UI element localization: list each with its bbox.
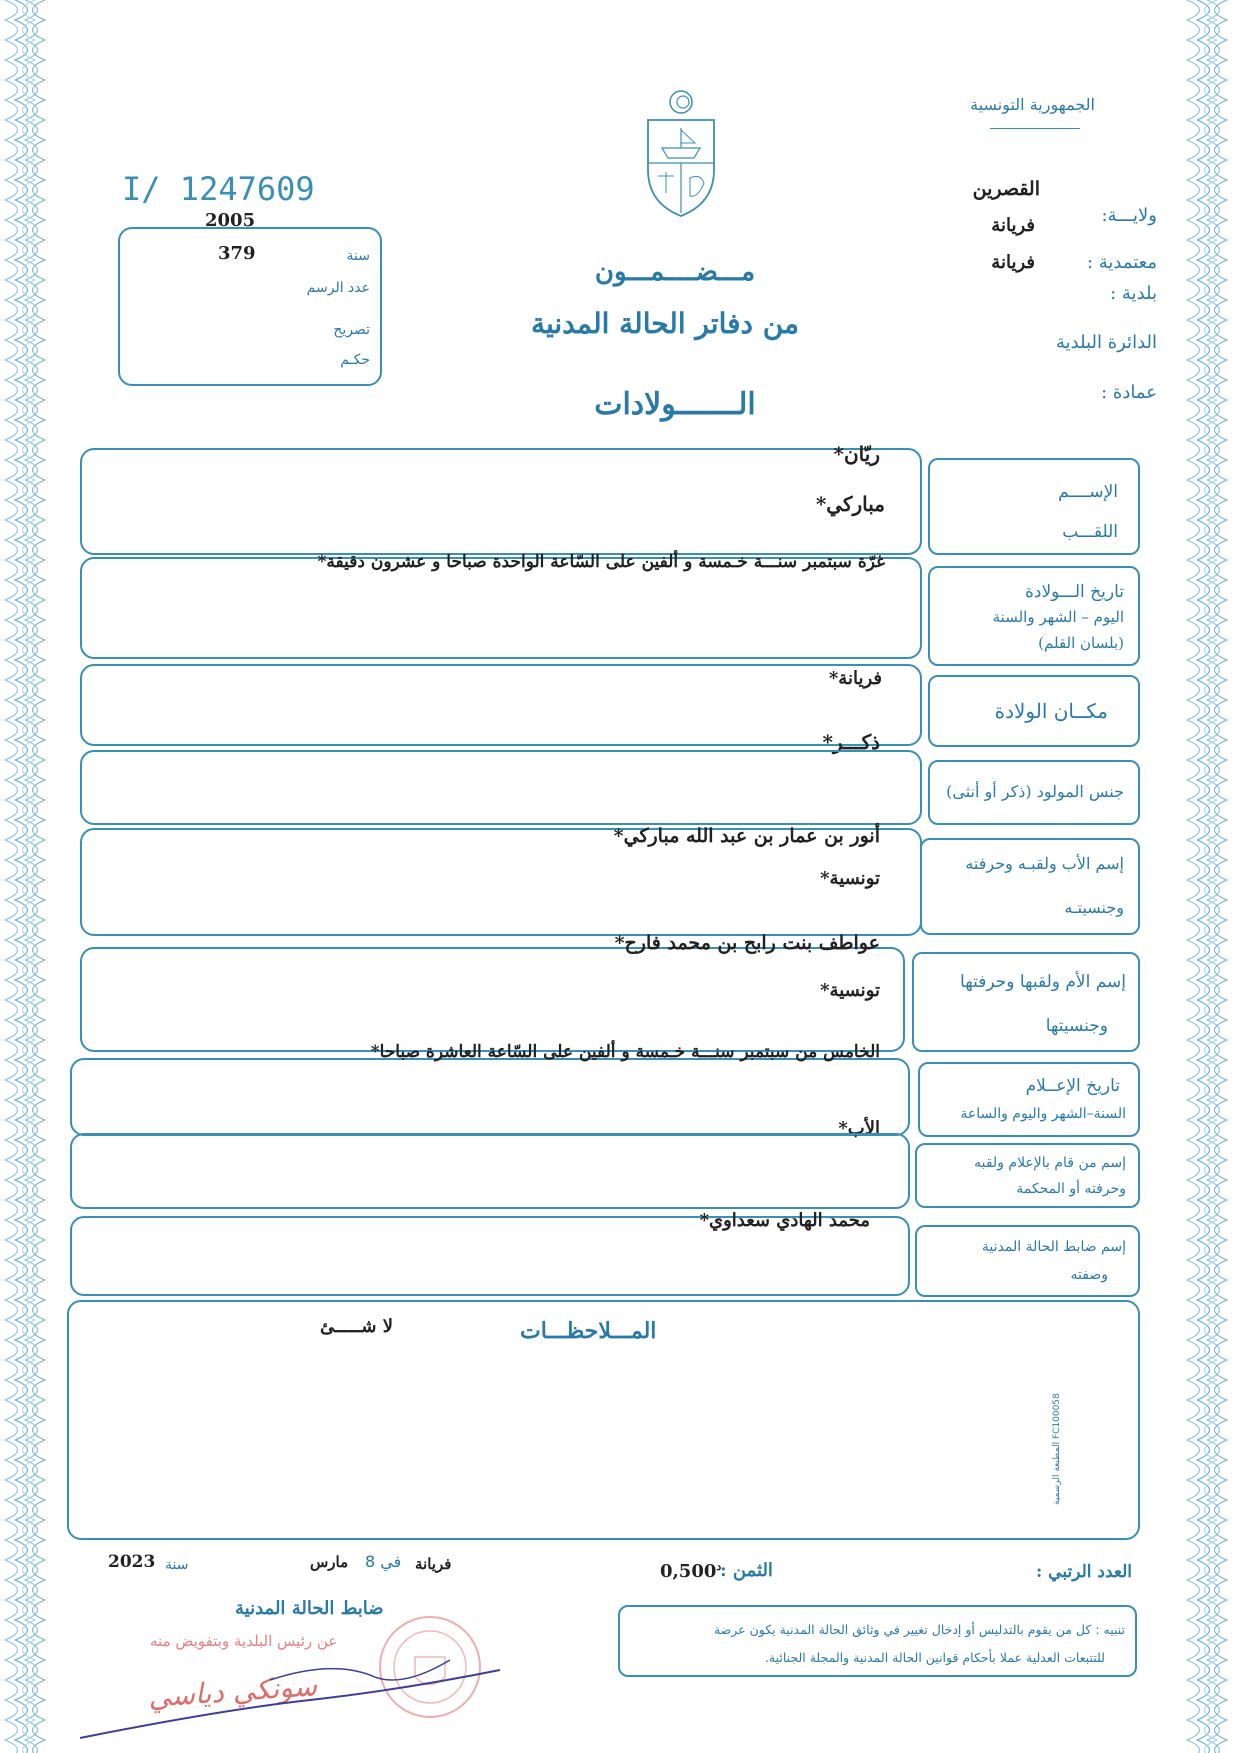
declarant-label-1: إسم من قام بالإعلام ولقبه <box>974 1155 1126 1171</box>
judgment-label: حكـم <box>340 352 370 368</box>
warning-line-2: للتتبعات العدلية عملا بأحكام قوانين الحالة المدنية والمجلة الجنائية. <box>764 1650 1105 1665</box>
officer-label-box <box>915 1225 1140 1297</box>
dob-label-box <box>928 566 1140 666</box>
officer-title: ضابط الحالة المدنية <box>235 1598 384 1619</box>
dob-value: غرّة سبتمبر سنـــة خـمسة و ألفين على السّاعة الواحدة صباحا و عشرون دقيقة* <box>317 552 885 572</box>
mother-label-box <box>912 952 1140 1052</box>
signature-stroke-icon <box>70 1640 510 1750</box>
decl-date-label-2: السنة–الشهر واليوم والساعة <box>960 1106 1126 1122</box>
name-label-box <box>928 458 1140 555</box>
wilaya-label: ولايـــة: <box>1101 205 1157 226</box>
dob-label-1: تاريخ الـــولادة <box>1024 582 1124 602</box>
warning-box <box>618 1605 1137 1677</box>
mother-nationality: تونسية* <box>820 980 880 1001</box>
serial-prefix: I/ <box>122 170 161 208</box>
declarant-value-box <box>70 1133 910 1209</box>
title-line-2: من دفاتر الحالة المدنية <box>530 307 800 340</box>
coat-of-arms-icon <box>640 88 722 218</box>
father-value: أنور بن عمار بن عبد الله مباركي* <box>613 825 880 847</box>
decl-date-value-box <box>70 1058 910 1136</box>
footer-serial-label: العدد الرتبي : <box>1035 1562 1132 1582</box>
pob-label-box <box>928 675 1140 747</box>
remarks-value: لا شـــــئ <box>320 1316 393 1337</box>
footer-place: فريانة <box>415 1555 452 1573</box>
serial-digits: 1247609 <box>179 170 315 208</box>
pob-label: مكــان الولادة <box>994 699 1108 723</box>
title-line-1: مـــضــــمـــون <box>594 257 756 287</box>
mutamadiya-label: معتمدية : <box>1086 252 1157 273</box>
footer-day: في 8 <box>365 1552 402 1571</box>
surname-label: اللقـــب <box>1062 522 1118 542</box>
footer-year-value: 2023 <box>108 1552 156 1572</box>
name-value-box <box>80 448 922 555</box>
right-guilloche-border <box>1182 0 1240 1753</box>
sex-label-box <box>928 760 1140 825</box>
price-unit: د <box>716 1560 722 1573</box>
dob-value-box <box>80 557 922 659</box>
republic-header: الجمهورية التونسية <box>970 95 1095 114</box>
register-number-label: عدد الرسم <box>306 280 370 296</box>
mother-value: عواطف بنت رابح بن محمد فارح* <box>614 932 880 954</box>
mother-label-2: وجنسيتها <box>1045 1016 1108 1036</box>
officer-label-1: إسم ضابط الحالة المدنية <box>981 1239 1126 1255</box>
serial-number <box>122 170 315 208</box>
officer-label-2: وصفته <box>1070 1267 1108 1283</box>
pob-value-box <box>80 664 922 746</box>
father-nationality: تونسية* <box>820 868 880 889</box>
remarks-label: المـــلاحظـــات <box>520 1318 657 1344</box>
republic-underline <box>990 128 1080 129</box>
sex-value: ذكـــر* <box>822 730 880 754</box>
decl-date-label-box <box>918 1062 1140 1137</box>
mother-label-1: إسم الأم ولقبها وحرفتها <box>960 972 1126 992</box>
mutamadiya-value: فريانة <box>991 252 1035 273</box>
declarant-label-2: وحرفته أو المحكمة <box>1016 1181 1126 1197</box>
mother-value-box <box>80 947 905 1052</box>
surname-value: مباركي* <box>815 492 885 516</box>
warning-line-1: تنبيه : كل من يقوم بالتدليس أو إدخال تغيير في وثائق الحالة المدنية يكون عرضة <box>713 1622 1125 1637</box>
wilaya-value: القصرين <box>972 178 1040 200</box>
price-value <box>660 1560 721 1582</box>
officer-value: محمد الهادي سعداوي* <box>699 1210 870 1231</box>
name-value: ريّان* <box>833 442 880 466</box>
father-label-2: وجنسيتـه <box>1064 898 1124 917</box>
register-year-value: 2005 <box>205 210 256 231</box>
father-label-box <box>920 838 1140 935</box>
register-year-label: سنة <box>346 248 370 264</box>
signature-text: سونكي دياسي <box>147 1669 318 1714</box>
sex-label: جنس المولود (ذكر أو أنثى) <box>946 782 1124 801</box>
name-label: الإســــم <box>1058 482 1118 502</box>
wilaya-value-2: فريانة <box>991 215 1035 236</box>
daira-label: الدائرة البلدية <box>1055 332 1157 353</box>
price-label: الثمن : <box>720 1560 773 1581</box>
baladiya-label: بلدية : <box>1110 283 1157 304</box>
decl-date-value: الخامس من سبتمبر سنـــة خـمسة و ألفين على السّاعة العاشرة صباحا* <box>370 1042 880 1062</box>
sex-value-box <box>80 750 922 825</box>
title-line-3: الـــــــولادات <box>594 387 756 422</box>
left-guilloche-border <box>0 0 58 1753</box>
printer-mark: المطبعة الرسمية FC100058 <box>1052 1393 1062 1505</box>
decl-date-label-1: تاريخ الإعــلام <box>1025 1076 1120 1096</box>
declarant-label-box <box>915 1143 1140 1208</box>
father-label-1: إسم الأب ولقبـه وحرفته <box>965 854 1124 873</box>
pob-value: فريانة* <box>828 668 882 689</box>
dob-label-2: اليوم – الشهر والسنة <box>992 608 1124 626</box>
declarant-value: الأب* <box>838 1118 880 1139</box>
register-number-value: 379 <box>218 243 256 264</box>
price-amount: 0,500 <box>660 1561 717 1582</box>
stamp-text: عن رئيس البلدية وبتفويض منه <box>150 1632 338 1650</box>
omada-label: عمادة : <box>1101 382 1157 403</box>
declaration-label: تصريح <box>333 322 370 338</box>
footer-year-label: سنة <box>165 1557 189 1573</box>
footer-month: مارس <box>310 1553 349 1571</box>
dob-label-3: (بلسان القلم) <box>1038 634 1124 652</box>
